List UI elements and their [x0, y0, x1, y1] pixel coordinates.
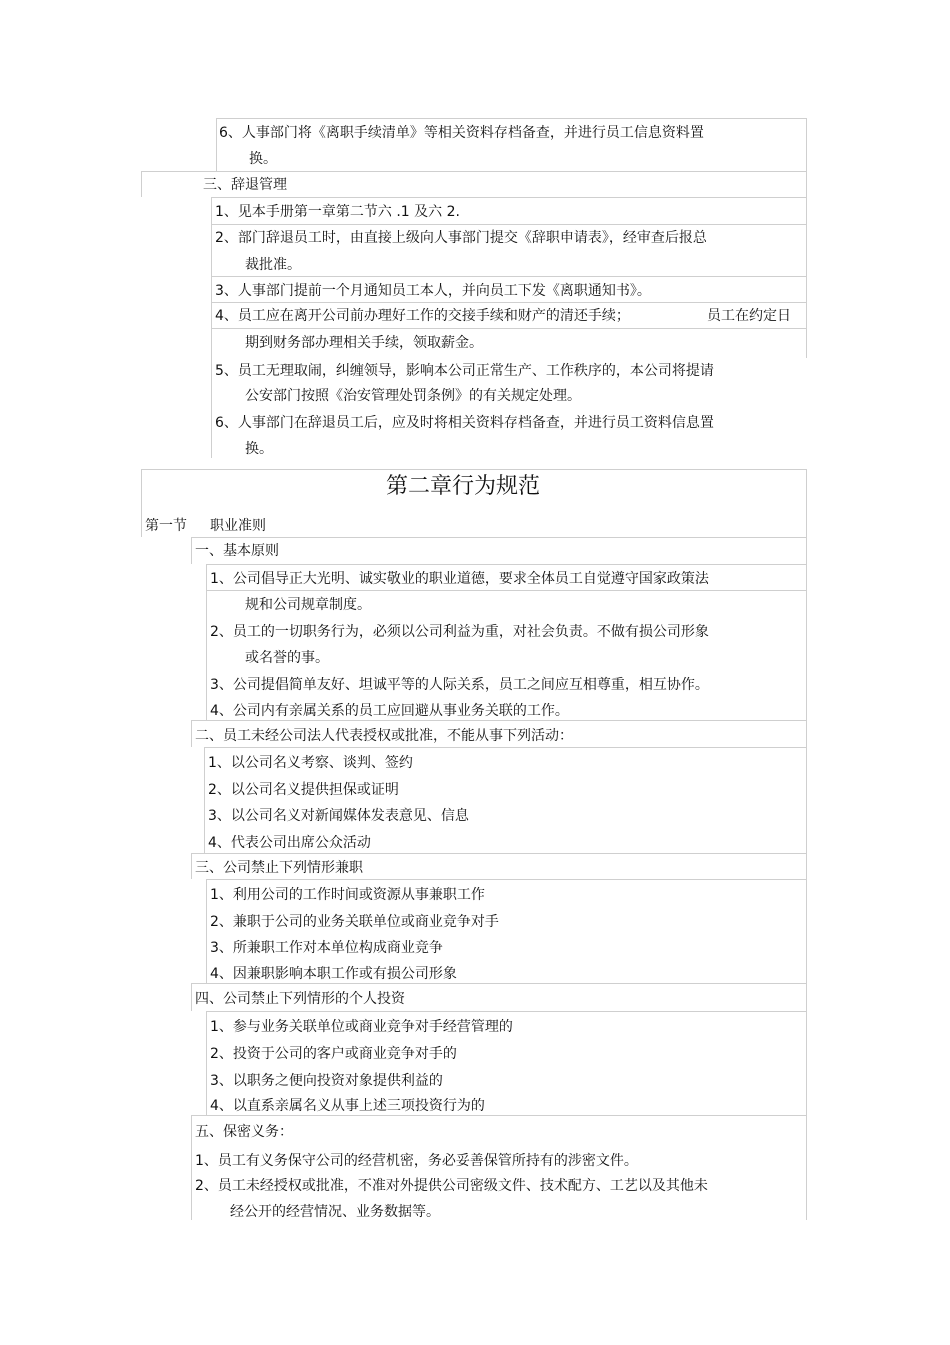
- side-jobs-item: 1、利用公司的工作时间或资源从事兼职工作: [210, 887, 485, 903]
- basic-item-1-line2: 规和公司规章制度。: [245, 597, 371, 613]
- dismissal-item-5-line2: 公安部门按照《治安管理处罚条例》的有关规定处理。: [245, 388, 581, 404]
- chapter-title: 第二章行为规范: [386, 474, 541, 499]
- dismissal-item-2-line1: 2、部门辞退员工时，由直接上级向人事部门提交《辞职申请表》，经审查后报总: [215, 230, 707, 246]
- investment-heading: 四、公司禁止下列情形的个人投资: [195, 991, 405, 1007]
- confidential-heading: 五、保密义务：: [195, 1124, 293, 1140]
- row-right-border: [806, 328, 807, 358]
- investment-item: 2、投资于公司的客户或商业竞争对手的: [210, 1046, 457, 1062]
- dismissal-item-6-line2: 换。: [245, 441, 273, 457]
- unauthorized-heading: 二、员工未经公司法人代表授权或批准，不能从事下列活动：: [195, 728, 573, 744]
- row-right-border: [806, 1115, 807, 1220]
- section-number: 第一节: [145, 518, 187, 534]
- dismissal-item-1: 1、见本手册第一章第二节六 .1 及六 2.: [215, 204, 460, 220]
- row-left-border: [206, 590, 207, 720]
- row-frame: [191, 537, 807, 564]
- investment-item: 1、参与业务关联单位或商业竞争对手经营管理的: [210, 1019, 513, 1035]
- section-name: 职业准则: [210, 518, 266, 534]
- row-left-border: [211, 328, 212, 458]
- dismissal-item-4-line2: 期到财务部办理相关手续，领取薪金。: [245, 335, 483, 351]
- confidential-item-2-line2: 经公开的经营情况、业务数据等。: [230, 1204, 440, 1220]
- unauthorized-item: 2、以公司名义提供担保或证明: [208, 782, 399, 798]
- basic-item-1-line1: 1、公司倡导正大光明、诚实敬业的职业道德，要求全体员工自觉遵守国家政策法: [210, 571, 709, 587]
- p1-item-6-line2: 换。: [249, 151, 277, 167]
- row-right-border: [806, 590, 807, 720]
- side-jobs-heading: 三、公司禁止下列情形兼职: [195, 860, 363, 876]
- unauthorized-item: 1、以公司名义考察、谈判、签约: [208, 755, 413, 771]
- dismissal-item-5-line1: 5、员工无理取闹，纠缠领导，影响本公司正常生产、工作秩序的，本公司将提请: [215, 363, 714, 379]
- side-jobs-item: 2、兼职于公司的业务关联单位或商业竞争对手: [210, 914, 499, 930]
- dismissal-item-2-line2: 裁批准。: [245, 257, 301, 273]
- side-jobs-item: 3、所兼职工作对本单位构成商业竞争: [210, 940, 443, 956]
- row-divider: [206, 590, 807, 591]
- row-divider: [211, 328, 807, 329]
- basic-item-2-line1: 2、员工的一切职务行为，必须以公司利益为重，对社会负责。不做有损公司形象: [210, 624, 709, 640]
- row-divider: [204, 747, 807, 748]
- investment-item: 3、以职务之便向投资对象提供利益的: [210, 1073, 443, 1089]
- basic-item-4: 4、公司内有亲属关系的员工应回避从事业务关联的工作。: [210, 703, 569, 719]
- basic-heading: 一、基本原则: [195, 543, 279, 559]
- dismissal-item-4-line1-end: 员工在约定日: [707, 308, 791, 324]
- confidential-item-2-line1: 2、员工未经授权或批准，不准对外提供公司密级文件、技术配方、工艺以及其他未: [195, 1178, 708, 1194]
- basic-item-2-line2: 或名誉的事。: [245, 650, 329, 666]
- row-divider: [206, 879, 807, 880]
- row-right-border: [806, 747, 807, 853]
- row-divider: [191, 1115, 807, 1116]
- dismissal-heading: 三、辞退管理: [203, 177, 287, 193]
- p1-item-6-line1: 6、人事部门将《离职手续清单》等相关资料存档备查，并进行员工信息资料置: [219, 125, 704, 141]
- confidential-item-1: 1、员工有义务保守公司的经营机密，务必妥善保管所持有的涉密文件。: [195, 1153, 638, 1169]
- basic-item-3: 3、公司提倡简单友好、坦诚平等的人际关系，员工之间应互相尊重，相互协作。: [210, 677, 709, 693]
- row-right-border: [806, 1011, 807, 1115]
- row-right-border: [806, 879, 807, 983]
- row-divider: [206, 1011, 807, 1012]
- investment-item: 4、以直系亲属名义从事上述三项投资行为的: [210, 1098, 485, 1114]
- side-jobs-item: 4、因兼职影响本职工作或有损公司形象: [210, 966, 457, 982]
- row-left-border: [206, 1011, 207, 1115]
- dismissal-item-3: 3、人事部门提前一个月通知员工本人，并向员工下发《离职通知书》。: [215, 283, 651, 299]
- row-left-border: [206, 879, 207, 983]
- row-left-border: [191, 1115, 192, 1220]
- unauthorized-item: 4、代表公司出席公众活动: [208, 835, 371, 851]
- row-left-border: [204, 747, 205, 853]
- unauthorized-item: 3、以公司名义对新闻媒体发表意见、信息: [208, 808, 469, 824]
- dismissal-item-6-line1: 6、人事部门在辞退员工后，应及时将相关资料存档备查，并进行员工资料信息置: [215, 415, 714, 431]
- dismissal-item-4-line1: 4、员工应在离开公司前办理好工作的交接手续和财产的清还手续；: [215, 308, 630, 324]
